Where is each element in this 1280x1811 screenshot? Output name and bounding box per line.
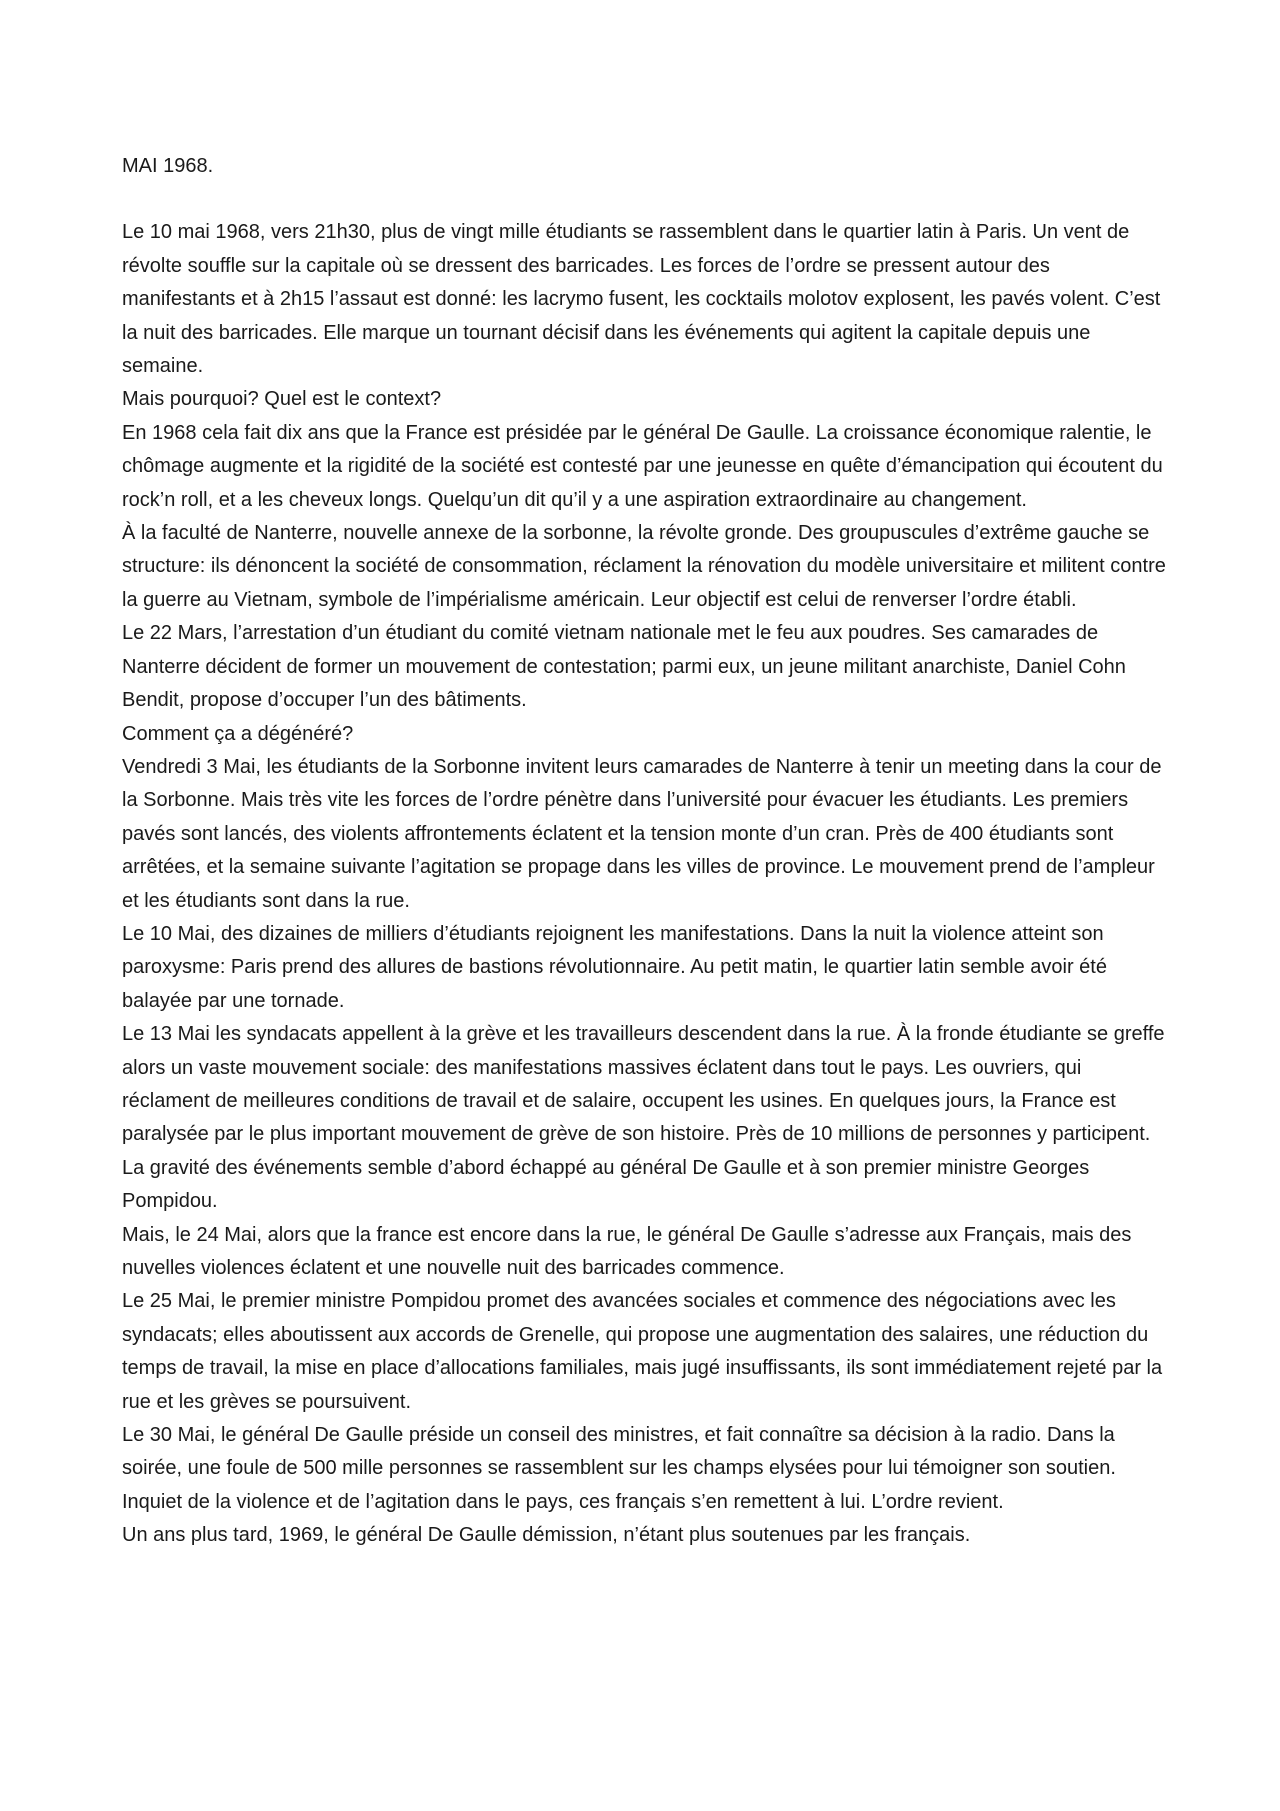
paragraph-13-mai: Le 13 Mai les syndacats appellent à la grève et les travailleurs descendent dans la rue. À la fronde étudiante se greffe alors un vaste mouvement sociale: des manifestations massives éclatent dans tout le pays. Les ouvriers, qui réclament de meilleures conditions de travail et de salaire, occupent les usines. En quelques jours, la France est paralysée par le plus important mouvement de grève de son histoire. Près de 10 millions de personnes y participent.: [122, 1023, 1165, 1146]
question-context: Mais pourquoi? Quel est le context?: [122, 388, 442, 411]
paragraph-10-mai: Le 10 Mai, des dizaines de milliers d’étudiants rejoignent les manifestations. Dans la nuit la violence atteint son paroxysme: Paris prend des allures de bastions révolutionnaire. Au petit matin, le quartier latin semble avoir été balayée par une tornade.: [122, 922, 1107, 1012]
document-page: [122, 150, 1167, 1553]
paragraph-22-mars: Le 22 Mars, l’arrestation d’un étudiant du comité vietnam nationale met le feu aux poudres. Ses camarades de Nanterre décident de former un mouvement de contestation; parmi eux, un jeune militant anarchiste, Daniel Cohn Bendit, propose d’occuper l’un des bâtiments.: [122, 622, 1126, 712]
paragraph-25-mai: Le 25 Mai, le premier ministre Pompidou promet des avancées sociales et commence des négociations avec les syndacats; elles aboutissent aux accords de Grenelle, qui propose une augmentation des salaires, une réduction du temps de travail, la mise en place d’allocations familiales, mais jugé insuffissants, ils sont immédiatement rejeté par la rue et les grèves se poursuivent.: [122, 1290, 1163, 1413]
document-title: MAI 1968.: [122, 155, 214, 177]
paragraph-gravite: La gravité des événements semble d’abord échappé au général De Gaulle et à son premier ministre Georges Pompidou.: [122, 1156, 1090, 1213]
paragraph-1969: Un ans plus tard, 1969, le général De Gaulle démission, n’étant plus soutenues par les français.: [122, 1524, 971, 1547]
paragraph-nuit-des-barricades: Le 10 mai 1968, vers 21h30, plus de vingt mille étudiants se rassemblent dans le quartier latin à Paris. Un vent de révolte souffle sur la capitale où se dressent des barricades. Les forces de l’ordre se pressent autour des manifestants et à 2h15 l’assaut est donné: les lacrymo fusent, les cocktails molotov explosent, les pavés volent. C’est la nuit des barricades. Elle marque un tournant décisif dans les événements qui agitent la capitale depuis une semaine.: [122, 221, 1161, 378]
question-degenere: Comment ça a dégénéré?: [122, 722, 354, 745]
paragraph-24-mai: Mais, le 24 Mai, alors que la france est encore dans la rue, le général De Gaulle s’adresse aux Français, mais des nuvelles violences éclatent et une nouvelle nuit des barricades commence.: [122, 1223, 1132, 1279]
paragraph-3-mai: Vendredi 3 Mai, les étudiants de la Sorbonne invitent leurs camarades de Nanterre à tenir un meeting dans la cour de la Sorbonne. Mais très vite les forces de l’ordre pénètre dans l’université pour évacuer les étudiants. Les premiers pavés sont lancés, des violents affrontements éclatent et la tension monte d’un cran. Près de 400 étudiants sont arrêtées, et la semaine suivante l’agitation se propage dans les villes de province. Le mouvement prend de l’ampleur et les étudiants sont dans la rue.: [122, 755, 1162, 912]
paragraph-nanterre: À la faculté de Nanterre, nouvelle annexe de la sorbonne, la révolte gronde. Des groupuscules d’extrême gauche se structure: ils dénoncent la société de consommation, réclament la rénovation du modèle universitaire et militent contre la guerre au Vietnam, symbole de l’impérialisme américain. Leur objectif est celui de renverser l’ordre établi.: [122, 522, 1166, 611]
paragraph-30-mai: Le 30 Mai, le général De Gaulle préside un conseil des ministres, et fait connaître sa décision à la radio. Dans la soirée, une foule de 500 mille personnes se rassemblent sur les champs elysées pour lui témoigner son soutien. Inquiet de la violence et de l’agitation dans le pays, ces français s’en remettent à lui. L’ordre revient.: [122, 1424, 1116, 1513]
paragraph-contexte-1968: En 1968 cela fait dix ans que la France est présidée par le général De Gaulle. La croissance économique ralentie, le chômage augmente et la rigidité de la société est contesté par une jeunesse en quête d’émancipation qui écoutent du rock’n roll, et a les cheveux longs. Quelqu’un dit qu’il y a une aspiration extraordinaire au changement.: [122, 421, 1163, 511]
